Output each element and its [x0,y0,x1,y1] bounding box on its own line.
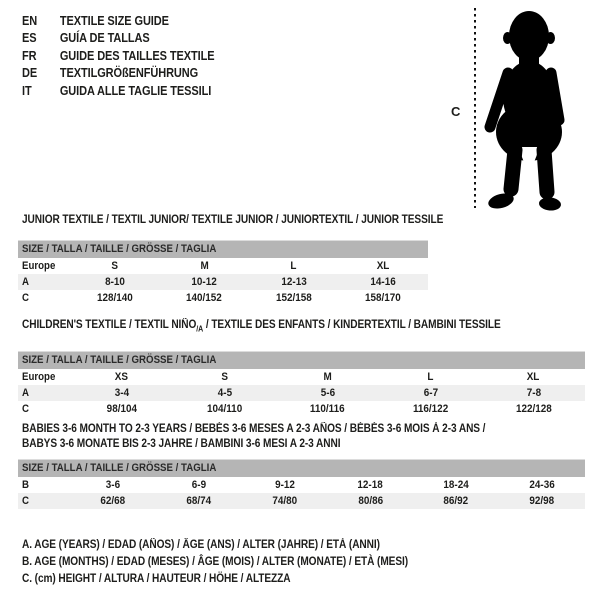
size-cell [482,401,585,417]
title-text: JUNIOR TEXTILE / TEXTIL JUNIOR/ TEXTILE JUNIOR / JUNIORTEXTIL / JUNIOR TESSILE [22,214,444,226]
size-cell-text: 18-24 [443,479,469,491]
size-cell [379,385,482,401]
title-text: BABIES 3-6 MONTH TO 2-3 YEARS / BEBÉS 3-6 MESES A 2-3 AÑOS / BÉBÉS 3-6 MOIS À 2-3 ANS / [22,423,486,435]
language-code: EN [22,14,38,28]
language-title: GUÍA DE TALLAS [59,31,150,46]
size-cell [70,477,156,493]
footnote-line: C. (cm) HEIGHT / ALTURA / HAUTEUR / HÖHE / ALTEZZA [22,573,291,585]
size-cell [70,385,173,401]
row-label-text: C [22,291,29,304]
size-cell-text: 110/116 [310,402,345,415]
size-cell-text: L [290,259,297,272]
size-table-header-text: SIZE / TALLA / TAILLE / GRÖSSE / TAGLIA [22,242,217,255]
table-title-line [22,422,517,437]
language-title: GUIDE DES TAILLES TEXTILE [59,48,215,63]
size-cell [70,369,173,385]
size-cell-text: 152/158 [275,291,312,304]
size-cell [242,477,328,493]
table-row [18,385,585,401]
row-label [18,258,70,274]
language-row [22,83,215,100]
size-cell [276,385,379,401]
size-cell-text: 6-7 [423,386,438,399]
title-text: / TEXTILE DES ENFANTS / KINDERTEXTIL / BAMBINI TESSILE [203,319,501,331]
size-cell [482,369,585,385]
size-cell-text: M [200,259,209,272]
size-cell-text: 14-16 [370,275,396,288]
size-cell [249,258,339,274]
size-cell-text: 86/92 [443,495,469,507]
junior-textile-section [18,213,501,306]
title-text: BABYS 3-6 MONATE BIS 2-3 JAHRE / BAMBINI 3-6 MESI A 2-3 ANNI [22,437,341,450]
height-measure-label: C [451,104,461,119]
table-title [22,213,443,228]
size-table-header-bar [18,241,428,258]
size-cell [249,290,339,306]
row-label-text: C [22,402,29,415]
language-row [22,13,215,30]
language-row [22,30,215,47]
size-cell-text: 62/68 [100,495,126,507]
size-cell-text: 10-12 [191,275,217,288]
size-cell [339,290,429,306]
size-table [18,240,428,306]
row-label-text: A [22,386,29,399]
size-cell-text: 24-36 [529,479,555,491]
size-cell-text: 74/80 [272,495,297,507]
size-cell [249,274,339,290]
footnote-legend [22,537,408,588]
size-table [18,459,585,509]
row-label [18,493,70,509]
size-cell [499,477,585,493]
size-cell-text: 3-4 [114,386,129,399]
size-cell-text: S [111,259,119,272]
language-code: IT [22,83,32,98]
size-cell-text: 9-12 [274,479,295,491]
language-row [22,65,215,82]
title-subscript: /A [196,324,204,334]
size-table-header-text: SIZE / TALLA / TAILLE / GRÖSSE / TAGLIA [22,353,217,366]
size-cell [173,385,276,401]
table-title [22,422,517,451]
size-cell-text: 128/140 [96,291,133,304]
table-row [18,258,428,274]
language-row [22,48,215,65]
language-title: GUIDA ALLE TAGLIE TESSILI [59,83,212,98]
size-cell [413,493,499,509]
table-row [18,290,428,306]
size-cell [276,401,379,417]
size-cell-text: 122/128 [515,402,552,415]
size-cell-text: 116/122 [412,402,449,415]
row-label-text: Europe [22,370,56,383]
size-cell [173,369,276,385]
size-cell [379,401,482,417]
size-cell [413,477,499,493]
language-code: FR [22,48,37,63]
size-cell-text: XL [376,259,390,272]
size-cell [379,369,482,385]
table-row [18,274,428,290]
size-cell-text: 4-5 [217,386,232,399]
size-table-header-text: SIZE / TALLA / TAILLE / GRÖSSE / TAGLIA [22,462,217,474]
size-cell-text: M [323,370,332,383]
size-cell [482,385,585,401]
size-cell-text: 6-9 [191,479,206,491]
table-row [18,477,585,493]
size-cell [327,493,413,509]
size-cell-text: 80/86 [358,495,383,507]
table-title-line [22,318,517,337]
size-table-header-bar [18,460,585,477]
size-cell-text: 12-18 [357,479,384,491]
size-cell [70,493,156,509]
size-cell-text: 3-6 [105,479,121,491]
table-title-line [22,213,443,228]
size-cell [156,477,242,493]
size-cell [70,290,160,306]
row-label [18,401,70,417]
footnote-line: A. AGE (YEARS) / EDAD (AÑOS) / ÂGE (ANS) / ALTER (JAHRE) / ETÀ (ANNI) [22,539,380,551]
size-cell [339,274,429,290]
size-cell [70,401,173,417]
language-title-list [22,13,215,100]
table-title-line [22,437,517,452]
size-cell [339,258,429,274]
language-code: ES [22,31,37,46]
row-label-text: C [22,495,29,507]
row-label [18,385,70,401]
row-label-text: A [22,275,29,288]
table-title [22,318,517,337]
table-row [18,493,585,509]
size-cell-text: 92/98 [529,495,555,507]
size-cell [276,369,379,385]
baby-silhouette-icon [470,5,590,215]
size-cell [173,401,276,417]
size-cell-text: 5-6 [320,386,335,399]
size-cell-text: XL [527,370,540,383]
size-cell [242,493,328,509]
size-cell [70,258,160,274]
babies-textile-section [18,422,585,509]
table-row [18,401,585,417]
size-cell-text: 68/74 [186,495,212,507]
row-label [18,274,70,290]
size-cell-text: 8-10 [104,275,125,288]
size-cell-text: S [221,370,228,383]
language-code: DE [22,66,38,81]
size-cell [160,274,250,290]
language-title: TEXTILE SIZE GUIDE [59,14,169,28]
table-row [18,369,585,385]
row-label-text: Europe [22,259,56,272]
footnote-line: B. AGE (MONTHS) / EDAD (MESES) / ÂGE (MOIS) / ALTER (MONATE) / ETÀ (MESI) [22,556,409,568]
title-text: CHILDREN'S TEXTILE / TEXTIL NIÑO [22,319,197,331]
silhouette-shape [487,11,562,211]
size-cell-text: 140/152 [186,291,223,304]
size-cell-text: 98/104 [106,402,137,415]
size-cell-text: L [427,370,434,383]
size-cell [327,477,413,493]
size-table [18,351,585,417]
row-label [18,477,70,493]
size-cell [160,258,250,274]
language-title: TEXTILGRÖßENFÜHRUNG [59,66,199,81]
row-label-text: B [22,479,29,491]
size-cell-text: 7-8 [526,386,541,399]
size-cell [156,493,242,509]
size-cell-text: 104/110 [206,402,243,415]
size-cell [499,493,585,509]
size-table-header-bar [18,352,585,369]
size-cell [160,290,250,306]
childrens-textile-section [18,318,585,417]
size-cell-text: XS [114,370,129,383]
size-cell [70,274,160,290]
row-label [18,369,70,385]
size-cell-text: 158/170 [365,291,402,304]
row-label [18,290,70,306]
size-cell-text: 12-13 [281,275,307,288]
